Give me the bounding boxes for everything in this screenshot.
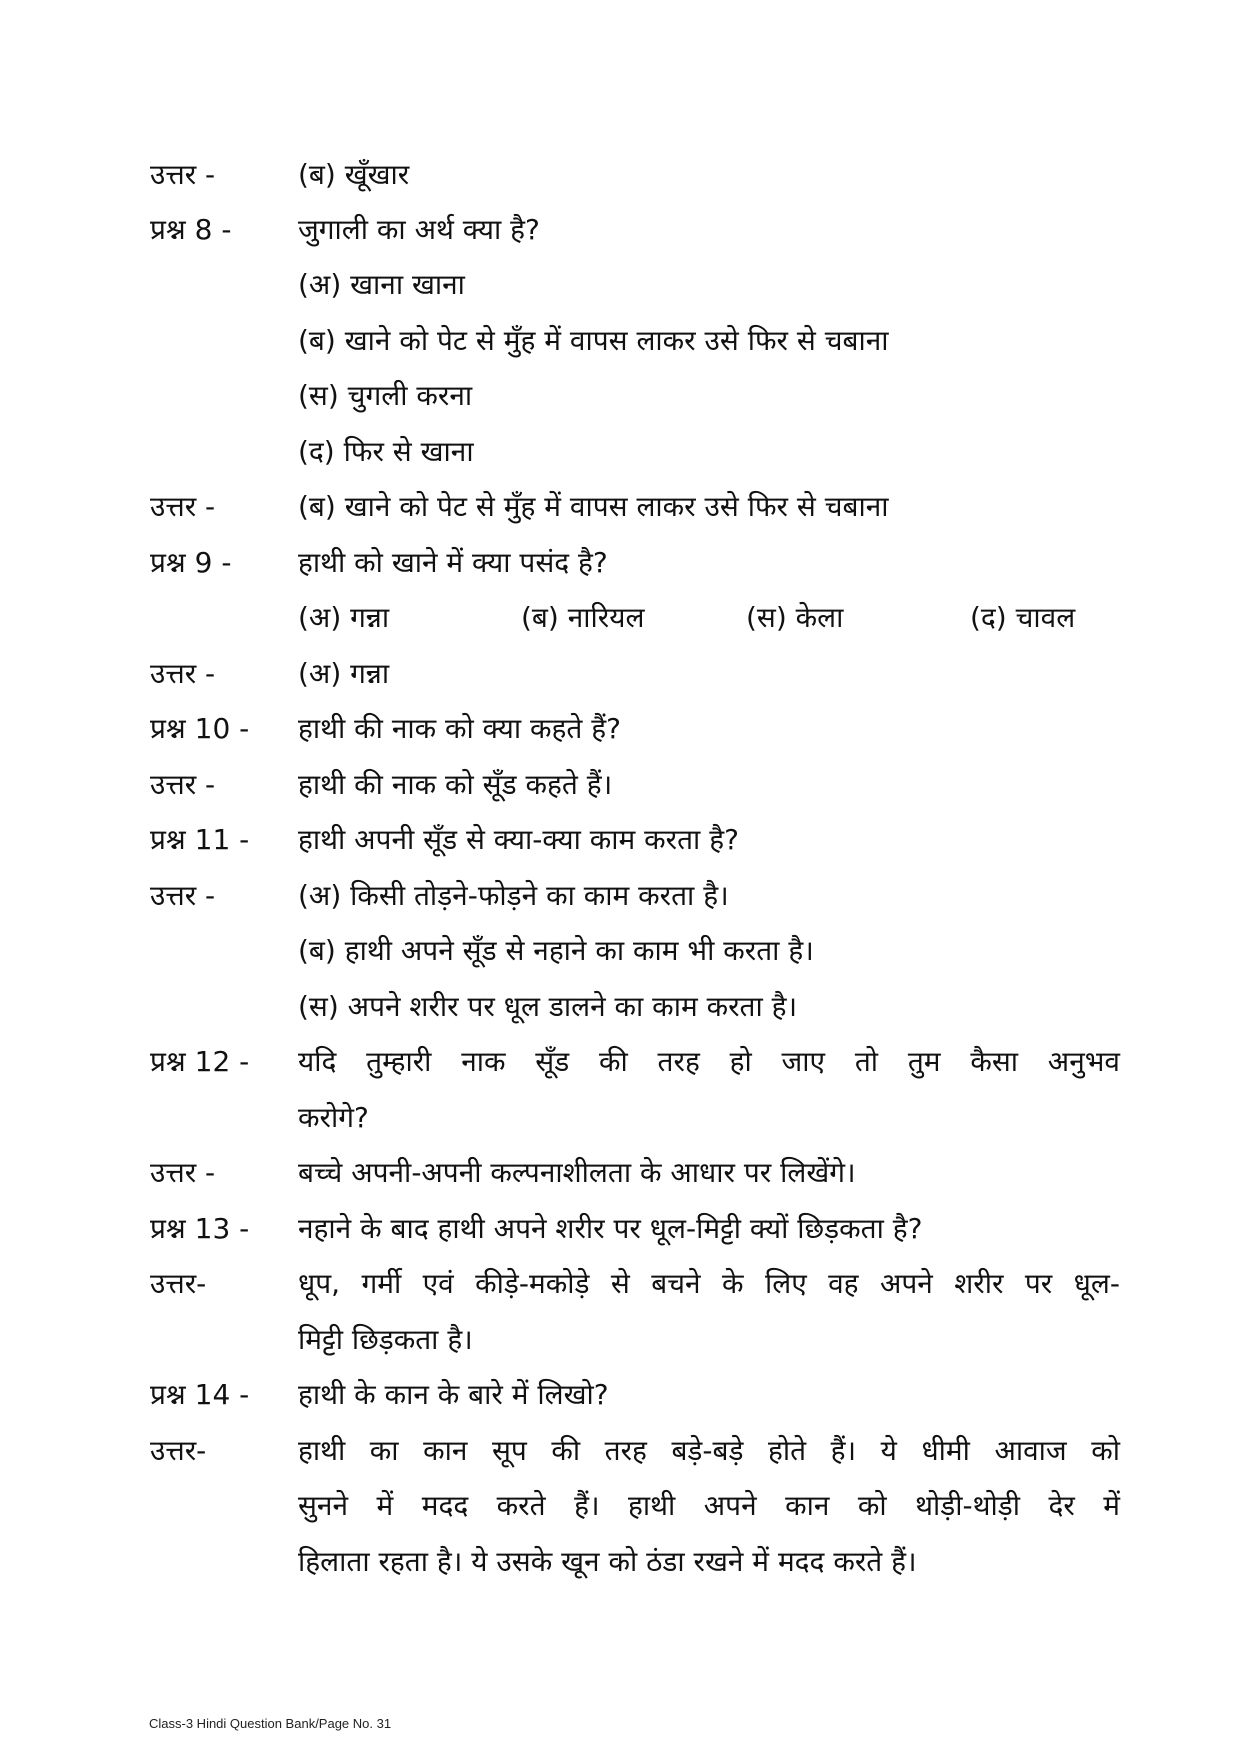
line-text: हाथी को खाने में क्या पसंद है?	[298, 546, 608, 579]
line-text: हाथी की नाक को क्या कहते हैं?	[298, 712, 622, 745]
line-label: उत्तर-	[150, 1267, 207, 1300]
line-label: प्रश्न 8 -	[150, 213, 232, 246]
line-text: करोगे?	[298, 1101, 369, 1134]
line-text: (अ) खाना खाना	[298, 268, 465, 301]
option-d: (द) चावल	[970, 601, 1076, 634]
line-text: (स) चुगली करना	[298, 379, 473, 412]
line-text: नहाने के बाद हाथी अपने शरीर पर धूल-मिट्टी क्यों छिड़कता है?	[298, 1212, 923, 1245]
line-label: प्रश्न 10 -	[150, 712, 250, 745]
line-label: प्रश्न 13 -	[150, 1212, 250, 1245]
line-text: हाथी की नाक को सूँड कहते हैं।	[298, 768, 613, 801]
line-text: हाथी का कान सूप की तरह बड़े-बड़े होते हैं। ये धीमी आवाज को	[298, 1434, 1120, 1467]
line-text: जुगाली का अर्थ क्या है?	[298, 213, 540, 246]
line-label: उत्तर -	[150, 1156, 216, 1189]
line-label: उत्तर -	[150, 490, 216, 523]
line-text: (अ) किसी तोड़ने-फोड़ने का काम करता है।	[298, 879, 729, 912]
page-footer: Class-3 Hindi Question Bank/Page No. 31	[149, 1716, 392, 1731]
line-text: हिलाता रहता है। ये उसके खून को ठंडा रखने में मदद करते हैं।	[298, 1545, 917, 1578]
line-text: यदि तुम्हारी नाक सूँड की तरह हो जाए तो तुम कैसा अनुभव	[298, 1045, 1120, 1078]
line-label: प्रश्न 14 -	[150, 1378, 250, 1411]
line-label: प्रश्न 12 -	[150, 1045, 250, 1078]
line-label: उत्तर-	[150, 1434, 207, 1467]
line-text: (अ) गन्ना	[298, 657, 390, 690]
line-text: हाथी के कान के बारे में लिखो?	[298, 1378, 609, 1411]
line-text: (ब) खाने को पेट से मुँह में वापस लाकर उसे फिर से चबाना	[298, 324, 889, 357]
line-text: (ब) हाथी अपने सूँड से नहाने का काम भी करता है।	[298, 934, 814, 967]
line-text: (द) फिर से खाना	[298, 435, 474, 468]
line-text: (स) अपने शरीर पर धूल डालने का काम करता है।	[298, 990, 798, 1023]
line-text: सुनने में मदद करते हैं। हाथी अपने कान को थोड़ी-थोड़ी देर में	[298, 1489, 1120, 1522]
option-b: (ब) नारियल	[521, 601, 645, 634]
line-label: प्रश्न 11 -	[150, 823, 250, 856]
line-text: बच्चे अपनी-अपनी कल्पनाशीलता के आधार पर लिखेंगे।	[298, 1156, 856, 1189]
line-label: उत्तर -	[150, 158, 216, 191]
line-text: मिट्टी छिड़कता है।	[298, 1323, 473, 1356]
line-text: हाथी अपनी सूँड से क्या-क्या काम करता है?	[298, 823, 739, 856]
line-text: धूप, गर्मी एवं कीड़े-मकोड़े से बचने के लिए वह अपने शरीर पर धूल-	[298, 1267, 1120, 1300]
option-a: (अ) गन्ना	[298, 601, 390, 634]
line-label: प्रश्न 9 -	[150, 546, 232, 579]
option-c: (स) केला	[746, 601, 844, 634]
line-text: (ब) खाने को पेट से मुँह में वापस लाकर उसे फिर से चबाना	[298, 490, 889, 523]
line-label: उत्तर -	[150, 879, 216, 912]
line-label: उत्तर -	[150, 768, 216, 801]
line-label: उत्तर -	[150, 657, 216, 690]
line-text: (ब) खूँखार	[298, 158, 410, 191]
